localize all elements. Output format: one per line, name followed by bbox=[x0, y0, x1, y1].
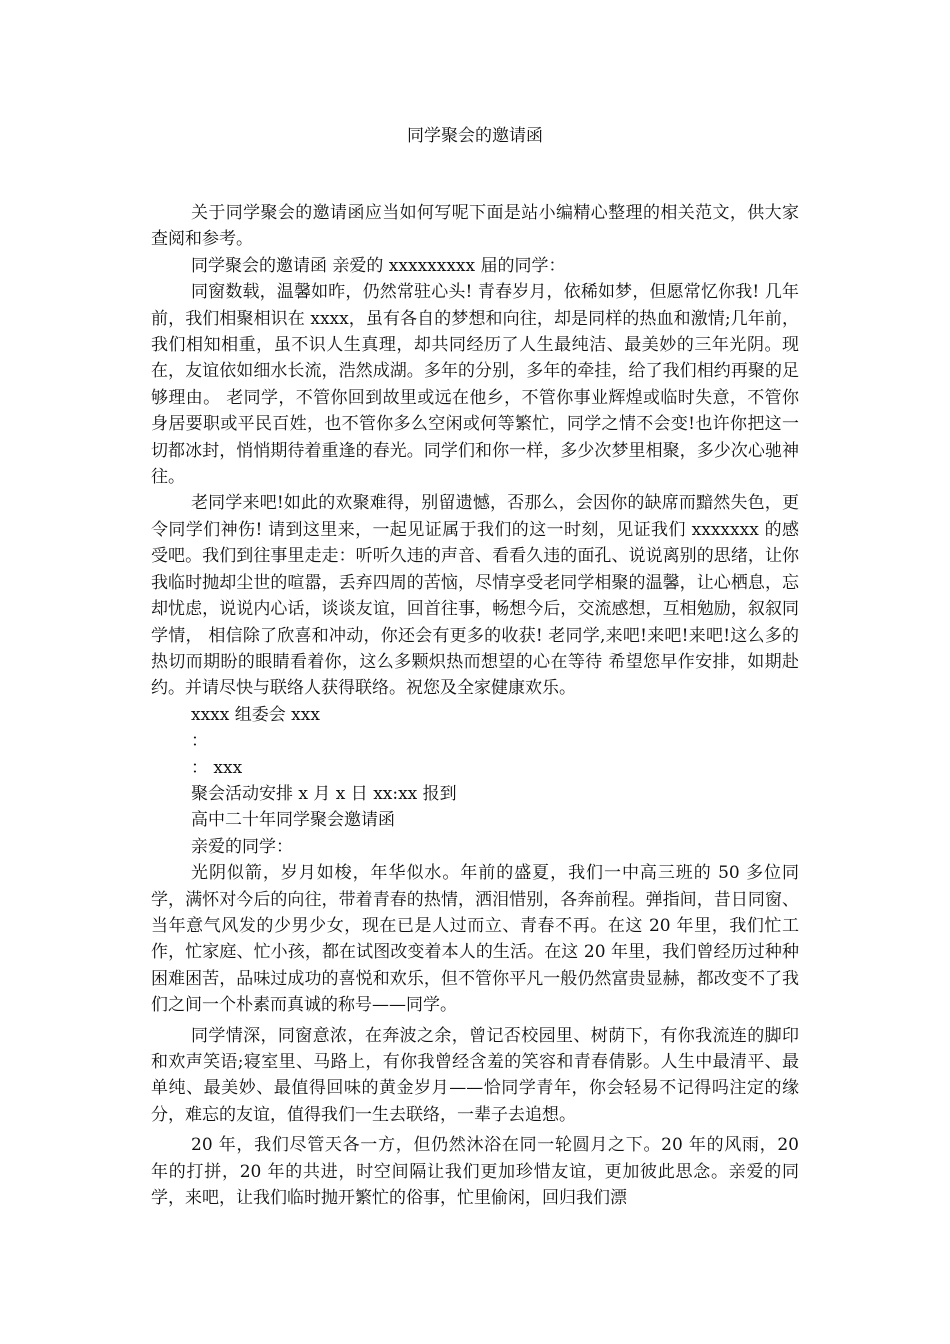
document-body bbox=[151, 200, 799, 1211]
body-paragraph: 同窗数载，温馨如昨，仍然常驻心头! 青春岁月，依稀如梦，但愿常忆你我! 几年前，我们相聚相识在 xxxx，虽有各自的梦想和向往，却是同样的热血和激情;几年前，我们相知相重，虽不识人生真理，却共同经历了人生最纯洁、最美妙的三年光阴。现在，友谊依如细水长流，浩然成湖。多年的分别，多年的牵挂，给了我们相约再聚的足够理由。 老同学，不管你回到故里或远在他乡，不管你事业辉煌或临时失意，不管你身居要职或平民百姓，也不管你多么空闲或何等繁忙，同学之情不会变!也许你把这一切都冰封，悄悄期待着重逢的春光。同学们和你一样，多少次梦里相聚，多少次心驰神往。 bbox=[151, 282, 799, 488]
section-title: 高中二十年同学聚会邀请函 bbox=[191, 810, 395, 831]
body-paragraph: 光阴似箭，岁月如梭，年华似水。年前的盛夏，我们一中高三班的 50 多位同学，满怀对今后的向往，带着青春的热情，洒泪惜别，各奔前程。弹指间，昔日同窗、当年意气风发的少男少女，现在已是人过而立、青春不再。在这 20 年里，我们忙工作，忙家庭、忙小孩，都在试图改变着本人的生活。在这 20 年里，我们曾经历过种种困难困苦，品味过成功的喜悦和欢乐，但不管你平凡一般仍然富贵显赫，都改变不了我们之间一个朴素而真诚的称号——同学。 bbox=[151, 863, 799, 1016]
signature-line: xxxx 组委会 xxx bbox=[191, 704, 320, 725]
document-title: 同学聚会的邀请函 bbox=[407, 126, 543, 146]
salutation-line: 同学聚会的邀请函 亲爱的 xxxxxxxxx 届的同学： bbox=[191, 255, 566, 276]
colon-line: ： bbox=[191, 731, 208, 752]
intro-paragraph: 关于同学聚会的邀请函应当如何写呢下面是站小编精心整理的相关范文，供大家查阅和参考。 bbox=[151, 203, 799, 250]
body-paragraph: 老同学来吧!如此的欢聚难得，别留遗憾，否那么，会因你的缺席而黯然失色，更令同学们神伤! 请到这里来，一起见证属于我们的这一时刻，见证我们 xxxxxxx 的感受吧。我们到往事里走走：听听久违的声音、看看久违的面孔、说说离别的思绪，让你我临时抛却尘世的喧嚣，丢弃四周的苦恼，尽情享受老同学相聚的温馨，让心栖息，忘却忧虑，说说内心话，谈谈友谊，回首往事，畅想今后，交流感想，互相勉励，叙叙同学情， 相信除了欣喜和冲动，你还会有更多的收获! 老同学,来吧!来吧!来吧!这么多的热切而期盼的眼睛看着你，这么多颗炽热而想望的心在等待 希望您早作安排，如期赴约。并请尽快与联络人获得联络。祝您及全家健康欢乐。 bbox=[151, 493, 799, 699]
body-paragraph: 同学情深，同窗意浓，在奔波之余，曾记否校园里、树荫下，有你我流连的脚印和欢声笑语;寝室里、马路上，有你我曾经含羞的笑容和青春倩影。人生中最清平、最单纯、最美妙、最值得回味的黄金岁月——恰同学青年，你会轻易不记得吗注定的缘分，难忘的友谊，值得我们一生去联络，一辈子去追想。 bbox=[151, 1025, 799, 1125]
salutation-line: 亲爱的同学： bbox=[191, 836, 293, 857]
colon-value-line: ： xxx bbox=[191, 757, 243, 778]
schedule-line: 聚会活动安排 x 月 x 日 xx:xx 报到 bbox=[191, 783, 457, 804]
body-paragraph: 20 年，我们尽管天各一方，但仍然沐浴在同一轮圆月之下。20 年的风雨，20 年的打拼，20 年的共进，时空间隔让我们更加珍惜友谊，更加彼此思念。亲爱的同学，来吧，让我们临时抛开繁忙的俗事，忙里偷闲，回归我们漂 bbox=[151, 1135, 799, 1209]
